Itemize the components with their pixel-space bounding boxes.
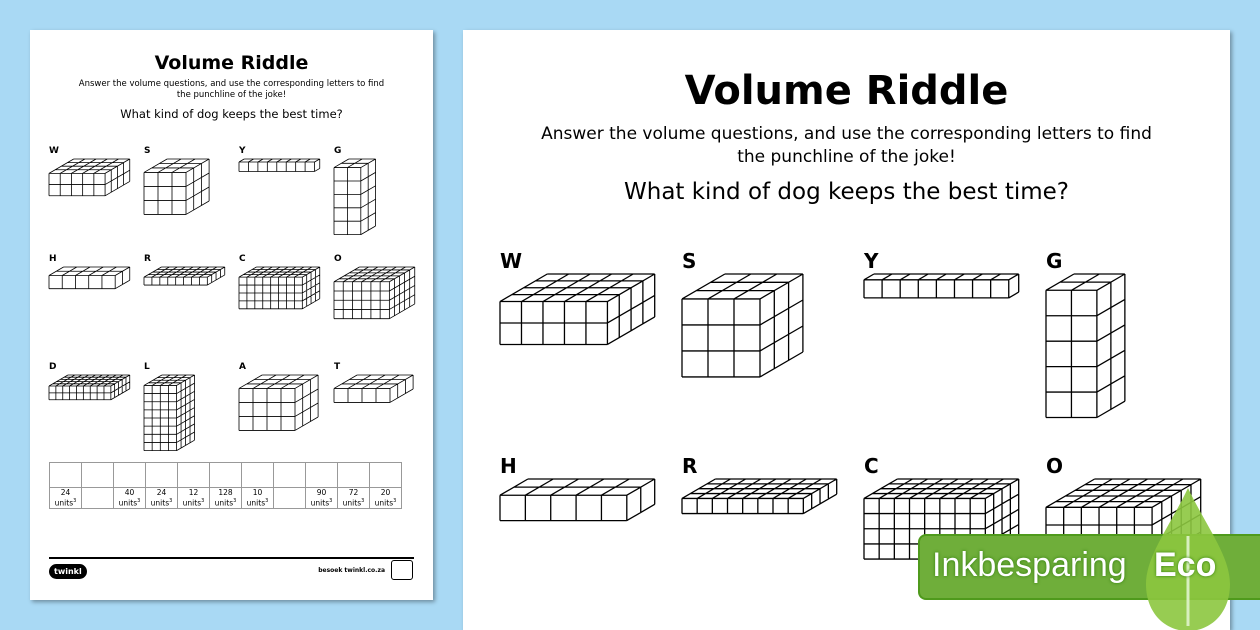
page-title: Volume Riddle xyxy=(154,52,309,74)
letter-cell[interactable] xyxy=(146,463,178,488)
shape-letter-T: T xyxy=(334,362,341,372)
cuboid xyxy=(682,274,803,377)
page-title: Volume Riddle xyxy=(684,68,1009,114)
instructions-line2: the punchline of the joke! xyxy=(176,90,287,100)
shape-letter-S: S xyxy=(682,249,697,273)
riddle-question: What kind of dog keeps the best time? xyxy=(624,179,1069,205)
answer-cell: 40 units$^3$ xyxy=(114,488,146,509)
footer-url: besoek twinkl.co.za xyxy=(318,567,385,574)
letter-cell[interactable] xyxy=(242,463,274,488)
letter-cell[interactable] xyxy=(338,463,370,488)
cuboid xyxy=(49,159,130,196)
letter-cell[interactable] xyxy=(306,463,338,488)
eco-label: Eco xyxy=(1154,546,1217,584)
answer-table xyxy=(49,462,402,509)
shape-letter-S: S xyxy=(144,146,151,156)
answer-cell: 24 units$^3$ xyxy=(50,488,82,509)
shape-letter-H: H xyxy=(500,454,517,478)
answer-cell: 12 units$^3$ xyxy=(178,488,210,509)
shape-letter-A: A xyxy=(239,362,246,372)
instructions-line1: Answer the volume questions, and use the corresponding letters to find xyxy=(78,79,385,89)
letter-cell[interactable] xyxy=(178,463,210,488)
shape-letter-C: C xyxy=(864,454,879,478)
letter-cell[interactable] xyxy=(210,463,242,488)
instructions-line2: the punchline of the joke! xyxy=(737,147,956,167)
shape-letter-C: C xyxy=(239,254,246,264)
answer-cell: 10 units$^3$ xyxy=(242,488,274,509)
shape-letter-L: L xyxy=(144,362,150,372)
cuboid xyxy=(239,267,320,309)
cuboid xyxy=(49,375,130,400)
letter-cell[interactable] xyxy=(370,463,402,488)
cuboid xyxy=(239,375,318,430)
ink-saving-label: Inkbesparing xyxy=(932,546,1127,584)
answer-cell: 128 units$^3$ xyxy=(210,488,242,509)
cuboid xyxy=(239,159,320,171)
cuboid xyxy=(1046,274,1125,418)
shape-letter-G: G xyxy=(1046,249,1063,273)
shape-letter-Y: Y xyxy=(864,249,879,273)
shape-grid xyxy=(30,30,433,460)
footer-divider xyxy=(49,557,414,559)
worksheet-thumbnail[interactable] xyxy=(30,30,433,600)
letter-cell[interactable] xyxy=(50,463,82,488)
shape-letter-R: R xyxy=(682,454,698,478)
shape-letter-Y: Y xyxy=(239,146,246,156)
cuboid xyxy=(500,479,655,521)
ink-saving-badge xyxy=(918,534,1260,600)
answer-cell xyxy=(274,488,306,509)
instructions-line1: Answer the volume questions, and use the corresponding letters to find xyxy=(541,124,1152,144)
shape-letter-R: R xyxy=(144,254,151,264)
shape-letter-O: O xyxy=(334,254,342,264)
answer-cell: 72 units$^3$ xyxy=(338,488,370,509)
shape-letter-W: W xyxy=(500,249,523,273)
cuboid xyxy=(49,267,130,289)
cuboid xyxy=(144,375,195,451)
cuboid xyxy=(334,159,376,235)
shape-letter-H: H xyxy=(49,254,57,264)
cuboid xyxy=(682,479,837,514)
shape-letter-D: D xyxy=(49,362,57,372)
answer-cell xyxy=(82,488,114,509)
cuboid xyxy=(334,375,413,402)
cuboid xyxy=(144,159,209,214)
answer-cell: 24 units$^3$ xyxy=(146,488,178,509)
letter-cell[interactable] xyxy=(274,463,306,488)
shape-letter-W: W xyxy=(49,146,59,156)
twinkl-logo: twinkl xyxy=(49,564,87,579)
twinkl-badge-icon xyxy=(391,560,413,580)
cuboid xyxy=(144,267,225,285)
letter-cell[interactable] xyxy=(82,463,114,488)
answer-cell: 90 units$^3$ xyxy=(306,488,338,509)
cuboid xyxy=(864,274,1019,298)
shape-letter-G: G xyxy=(334,146,342,156)
riddle-question: What kind of dog keeps the best time? xyxy=(120,107,343,121)
answer-cell: 20 units$^3$ xyxy=(370,488,402,509)
shape-letter-O: O xyxy=(1046,454,1064,478)
cuboid xyxy=(500,274,655,344)
letter-cell[interactable] xyxy=(114,463,146,488)
cuboid xyxy=(334,267,415,319)
